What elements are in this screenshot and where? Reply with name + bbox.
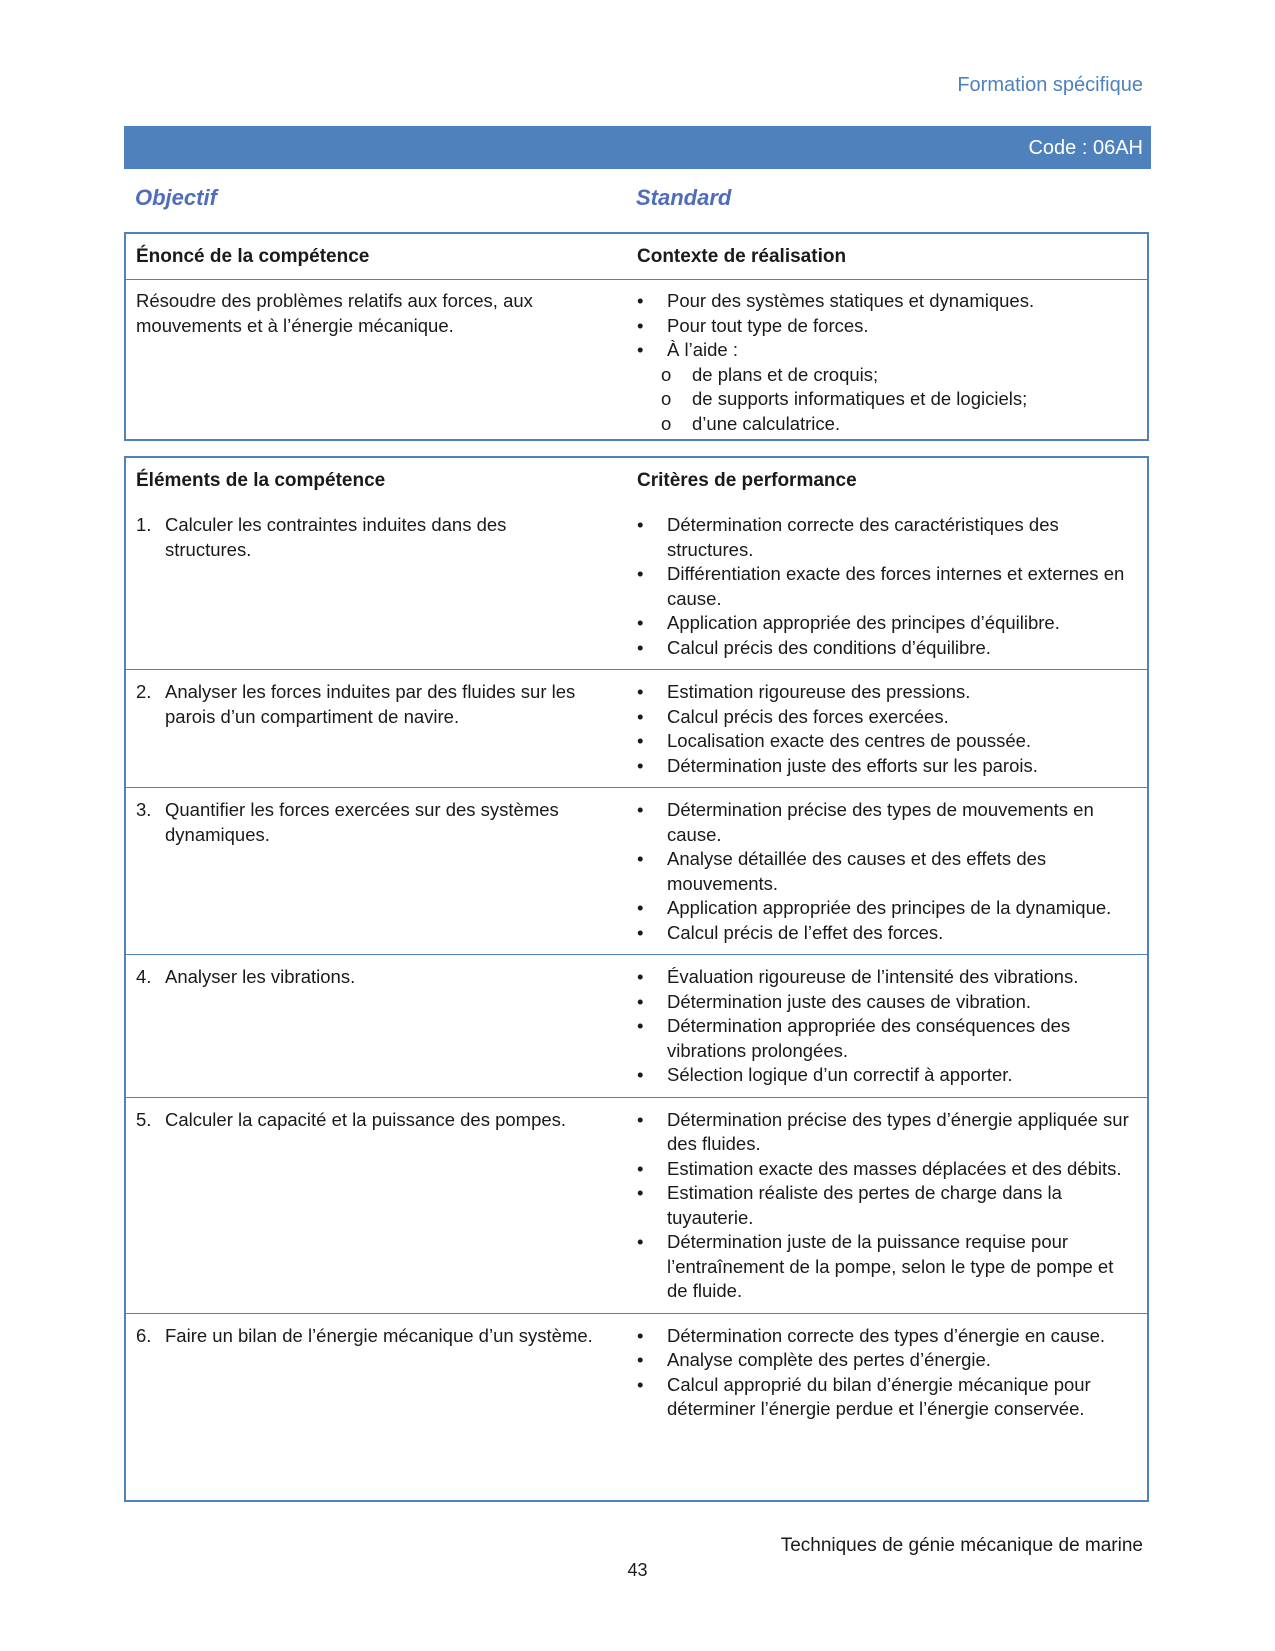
element-row bbox=[126, 503, 1147, 669]
statement-table bbox=[124, 232, 1149, 441]
criterion-item bbox=[637, 562, 1135, 611]
bullet-icon: • bbox=[637, 799, 644, 820]
element-text: Calculer la capacité et la puissance des pompes. bbox=[165, 1108, 567, 1130]
page-number: 43 bbox=[627, 1560, 648, 1580]
bullet-icon: • bbox=[637, 514, 644, 535]
context-item bbox=[637, 314, 1135, 339]
criterion-item bbox=[637, 680, 1135, 705]
bullet-icon: • bbox=[637, 339, 644, 360]
bullet-icon: • bbox=[637, 754, 644, 776]
criterion-item bbox=[637, 896, 1135, 921]
criterion-item-text: Localisation exacte des centres de poussée. bbox=[667, 730, 1032, 751]
criterion-item bbox=[637, 847, 1135, 896]
elements-table bbox=[124, 456, 1149, 1502]
criteria-cell bbox=[637, 965, 1147, 1088]
criterion-item bbox=[637, 1063, 1135, 1088]
criterion-item-text: Analyse détaillée des causes et des effets des mouvements. bbox=[667, 848, 1047, 894]
element-cell bbox=[126, 680, 637, 778]
competency-code: Code : 06AH bbox=[1028, 137, 1143, 159]
criterion-item bbox=[637, 705, 1135, 730]
criterion-item bbox=[637, 1108, 1135, 1157]
context-item bbox=[637, 289, 1135, 314]
criterion-item-text: Estimation rigoureuse des pressions. bbox=[667, 681, 971, 702]
element-cell bbox=[126, 1324, 637, 1422]
statement-table-body bbox=[126, 279, 1147, 436]
program-name: Techniques de génie mécanique de marine bbox=[780, 1535, 1143, 1556]
element-row bbox=[126, 1097, 1147, 1313]
criterion-item bbox=[637, 1348, 1135, 1373]
circle-bullet-icon: o bbox=[661, 412, 672, 434]
element-cell bbox=[126, 965, 637, 1088]
criteria-cell bbox=[637, 680, 1147, 778]
elements-table-header bbox=[126, 458, 1147, 503]
elements-header: Éléments de la compétence bbox=[136, 469, 386, 491]
section-title: Formation spécifique bbox=[957, 74, 1143, 96]
element-item bbox=[136, 1324, 637, 1349]
criterion-item bbox=[637, 1230, 1135, 1304]
element-number: 6. bbox=[136, 1324, 152, 1346]
criterion-item bbox=[637, 1157, 1135, 1182]
statement-header: Énoncé de la compétence bbox=[136, 245, 370, 267]
criterion-item bbox=[637, 990, 1135, 1015]
context-subitem-text: de supports informatiques et de logiciels; bbox=[692, 388, 1028, 409]
criterion-item bbox=[637, 921, 1135, 946]
criterion-item bbox=[637, 798, 1135, 847]
bullet-icon: • bbox=[637, 314, 644, 336]
criterion-item bbox=[637, 1181, 1135, 1230]
criterion-item-text: Détermination correcte des caractéristiques des structures. bbox=[667, 514, 1059, 560]
criterion-item bbox=[637, 965, 1135, 990]
bullet-icon: • bbox=[637, 966, 644, 987]
criterion-item bbox=[637, 754, 1135, 779]
criterion-item-text: Détermination précise des types de mouvements en cause. bbox=[667, 799, 1094, 845]
criterion-item bbox=[637, 1014, 1135, 1063]
criterion-item bbox=[637, 636, 1135, 661]
criterion-item bbox=[637, 1373, 1135, 1422]
element-cell bbox=[126, 798, 637, 945]
bullet-icon: • bbox=[637, 1064, 644, 1085]
element-row bbox=[126, 954, 1147, 1097]
criterion-item bbox=[637, 1324, 1135, 1349]
criterion-item bbox=[637, 729, 1135, 754]
criteria-header: Critères de performance bbox=[637, 469, 857, 491]
criterion-item-text: Détermination correcte des types d’énergie en cause. bbox=[667, 1324, 1106, 1346]
element-number: 4. bbox=[136, 966, 152, 987]
element-text: Analyser les vibrations. bbox=[165, 966, 356, 987]
context-item-text: Pour tout type de forces. bbox=[667, 314, 869, 336]
element-row bbox=[126, 669, 1147, 787]
bullet-icon: • bbox=[637, 897, 644, 918]
code-bar bbox=[124, 126, 1151, 169]
context-item-text: À l’aide : bbox=[667, 339, 738, 360]
criterion-item-text: Sélection logique d’un correctif à apporter. bbox=[667, 1064, 1013, 1085]
bullet-icon: • bbox=[637, 990, 644, 1012]
bullet-icon: • bbox=[637, 1182, 644, 1203]
bullet-icon: • bbox=[637, 1231, 644, 1252]
criteria-cell bbox=[637, 1108, 1147, 1304]
criteria-cell bbox=[637, 513, 1147, 660]
element-number: 5. bbox=[136, 1108, 152, 1130]
criterion-item-text: Calcul précis des conditions d’équilibre. bbox=[667, 636, 991, 658]
bullet-icon: • bbox=[637, 1349, 644, 1370]
context-item-text: Pour des systèmes statiques et dynamiques. bbox=[667, 290, 1035, 311]
criterion-item-text: Détermination juste des causes de vibration. bbox=[667, 990, 1032, 1012]
element-number: 2. bbox=[136, 681, 152, 702]
element-cell bbox=[126, 1108, 637, 1304]
element-row bbox=[126, 787, 1147, 954]
bullet-icon: • bbox=[637, 290, 644, 311]
objective-heading: Objectif bbox=[135, 185, 217, 210]
context-subitem bbox=[661, 412, 1135, 437]
context-subitem bbox=[661, 363, 1135, 388]
context-subitem-text: de plans et de croquis; bbox=[692, 363, 879, 385]
criterion-item-text: Calcul approprié du bilan d’énergie mécanique pour déterminer l’énergie perdue et l’énergie conservée. bbox=[667, 1373, 1091, 1419]
element-number: 3. bbox=[136, 799, 152, 820]
criterion-item-text: Détermination précise des types d’énergie appliquée sur des fluides. bbox=[667, 1108, 1129, 1154]
criteria-cell bbox=[637, 798, 1147, 945]
circle-bullet-icon: o bbox=[661, 363, 672, 385]
criterion-item-text: Détermination appropriée des conséquences des vibrations prolongées. bbox=[667, 1015, 1071, 1061]
criterion-item-text: Estimation exacte des masses déplacées et des débits. bbox=[667, 1157, 1122, 1179]
context-subitem bbox=[661, 387, 1135, 412]
element-item bbox=[136, 798, 637, 847]
standard-heading: Standard bbox=[636, 185, 732, 210]
bullet-icon: • bbox=[637, 612, 644, 633]
criterion-item-text: Analyse complète des pertes d’énergie. bbox=[667, 1349, 991, 1370]
circle-bullet-icon: o bbox=[661, 388, 672, 409]
element-item bbox=[136, 513, 637, 562]
bullet-icon: • bbox=[637, 1015, 644, 1036]
criteria-cell bbox=[637, 1324, 1147, 1422]
criterion-item bbox=[637, 611, 1135, 636]
context-item bbox=[637, 338, 1135, 363]
element-item bbox=[136, 680, 637, 729]
element-text: Calculer les contraintes induites dans des structures. bbox=[165, 514, 507, 560]
element-number: 1. bbox=[136, 514, 152, 535]
criterion-item-text: Estimation réaliste des pertes de charge dans la tuyauterie. bbox=[667, 1182, 1062, 1228]
competency-statement: Résoudre des problèmes relatifs aux forces, aux mouvements et à l’énergie mécanique. bbox=[136, 290, 533, 336]
criterion-item-text: Différentiation exacte des forces internes et externes en cause. bbox=[667, 563, 1125, 609]
bullet-icon: • bbox=[637, 1108, 644, 1130]
element-text: Analyser les forces induites par des fluides sur les parois d’un compartiment de navire. bbox=[165, 681, 576, 727]
element-item bbox=[136, 965, 637, 990]
element-item bbox=[136, 1108, 637, 1133]
bullet-icon: • bbox=[637, 921, 644, 943]
bullet-icon: • bbox=[637, 563, 644, 584]
criterion-item-text: Application appropriée des principes de la dynamique. bbox=[667, 897, 1112, 918]
bullet-icon: • bbox=[637, 636, 644, 658]
element-cell bbox=[126, 513, 637, 660]
bullet-icon: • bbox=[637, 730, 644, 751]
bullet-icon: • bbox=[637, 681, 644, 702]
element-text: Quantifier les forces exercées sur des systèmes dynamiques. bbox=[165, 799, 559, 845]
context-header: Contexte de réalisation bbox=[637, 245, 847, 267]
bullet-icon: • bbox=[637, 1324, 644, 1346]
criterion-item-text: Détermination juste des efforts sur les parois. bbox=[667, 754, 1038, 776]
element-text: Faire un bilan de l’énergie mécanique d’un système. bbox=[165, 1324, 593, 1346]
bullet-icon: • bbox=[637, 705, 644, 727]
context-subitem-text: d’une calculatrice. bbox=[692, 412, 841, 434]
statement-table-header bbox=[126, 234, 1147, 279]
criterion-item-text: Calcul précis de l’effet des forces. bbox=[667, 921, 944, 943]
context-list bbox=[637, 289, 1147, 436]
criterion-item bbox=[637, 513, 1135, 562]
element-row bbox=[126, 1313, 1147, 1431]
criterion-item-text: Détermination juste de la puissance requise pour l’entraînement de la pompe, selon le type de pompe et de fluide. bbox=[667, 1231, 1114, 1301]
bullet-icon: • bbox=[637, 1373, 644, 1395]
criterion-item-text: Calcul précis des forces exercées. bbox=[667, 705, 949, 727]
bullet-icon: • bbox=[637, 848, 644, 869]
criterion-item-text: Évaluation rigoureuse de l’intensité des vibrations. bbox=[667, 966, 1079, 987]
bullet-icon: • bbox=[637, 1157, 644, 1179]
criterion-item-text: Application appropriée des principes d’équilibre. bbox=[667, 612, 1060, 633]
